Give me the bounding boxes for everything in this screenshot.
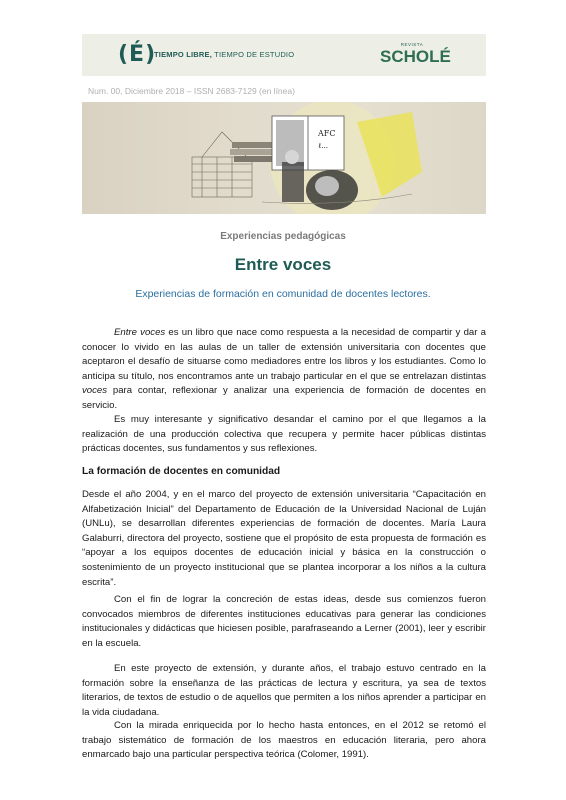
brand-small-label: REVISTA — [400, 42, 424, 47]
book-stack — [230, 142, 274, 162]
journal-logo-mark: (É) — [118, 42, 157, 67]
brand-name: SCHOLÉ — [380, 47, 451, 66]
paragraph-3: Desde el año 2004, y en el marco del proyecto de extensión universitaria “Capacitación en Alfabetización Inicial” del Departamento de Educación de la Universidad Nacional de Luján (UNLu), se desarrollan diferentes experiencias de formación de docentes. María Laura Galaburri, directora del proyecto, sostiene que el propósito de esta propuesta de formación es “apoyar a los equipos docentes de educación inicial y básica en la construcción o sostenimiento de un proyecto institucional que se plantea incorporar a los niños a la cultura escrita”. — [82, 489, 486, 588]
book-title-italic: Entre voces — [114, 327, 166, 338]
paragraph-1-text-b: para contar, reflexionar y analizar una experiencia de formación de docentes en servicio. — [82, 385, 486, 411]
section-heading: La formación de docentes en comunidad — [82, 466, 281, 477]
lower-figure — [306, 170, 358, 210]
article-title: Entre voces — [234, 255, 332, 274]
article-subtitle: Experiencias de formación en comunidad de docentes lectores. — [135, 288, 431, 300]
book-text-1: AFC — [318, 129, 336, 138]
paragraph-5: En este proyecto de extensión, y durante años, el trabajo estuvo centrado en la formación sobre la enseñanza de las prácticas de lectura y escritura, ya sea de textos literarios, de textos de estudio o de aquellos que permiten a los niños aprender a participar en la vida ciudadana. — [82, 663, 486, 718]
paragraph-2: Es muy interesante y significativo desandar el camino por el que llegamos a la realización de una producción colectiva que recupera y permite hacer públicas distintas prácticas docentes, sus fundamentos y sus reflexiones. — [82, 414, 486, 455]
header-illustration — [82, 102, 486, 214]
section-label: Experiencias pedagógicas — [220, 231, 346, 242]
journal-tagline — [154, 50, 294, 59]
paragraph-4: Con el fin de lograr la concreción de estas ideas, desde sus comienzos fueron convocados miembros de diferentes instituciones educativas para generar las condiciones institucionales y didácticas que hiciesen posible, parafraseando a Lerner (2001), leer y escribir en la escuela. — [82, 594, 486, 649]
building-sketch — [192, 132, 252, 197]
collage-illustration — [82, 102, 486, 214]
book-text-2: ℓ... — [318, 142, 329, 150]
voces-italic: voces — [82, 385, 108, 397]
tagline-bold: TIEMPO LIBRE, — [154, 50, 213, 59]
paragraph-1 — [82, 326, 486, 414]
tagline-light: TIEMPO DE ESTUDIO — [212, 50, 295, 59]
journal-header — [82, 34, 486, 76]
paragraph-1-text-a: es un libro que nace como respuesta a la necesidad de compartir y dar a conocer lo vivido en las aulas de un taller de extensión universitaria con docentes que aceptaron el desafío de situarse como mediadores entre los libros y los estudiantes. Como lo anticipa su título, nos encontramos ante un trabajo particular en el que se entrelazan distintas — [82, 327, 486, 382]
issn-line: Num. 00, Diciembre 2018 – ISSN 2683-7129 (en línea) — [88, 86, 295, 96]
schole-brand — [380, 42, 451, 72]
paragraph-6: Con la mirada enriquecida por lo hecho hasta entonces, en el 2012 se retomó el trabajo sistemático de formación de los maestros en educación literaria, pero ahora enmarcado bajo una particular perspectiva teórica (Colomer, 1991). — [82, 720, 486, 761]
